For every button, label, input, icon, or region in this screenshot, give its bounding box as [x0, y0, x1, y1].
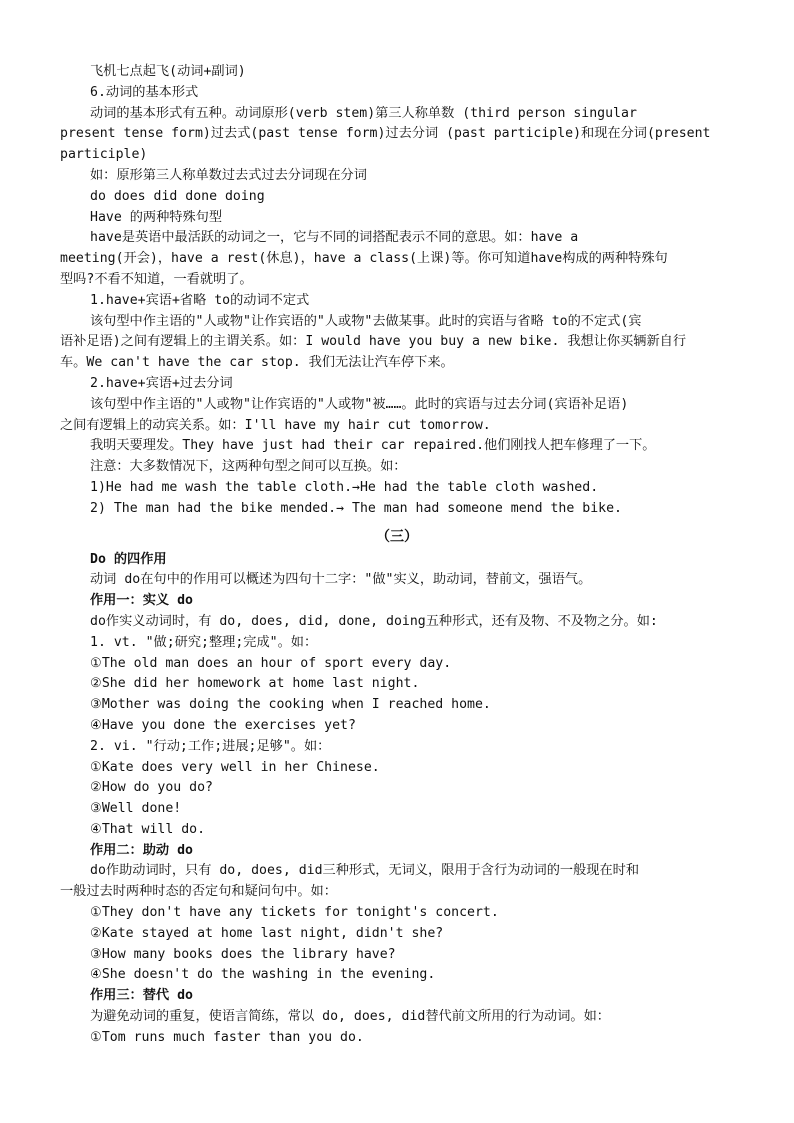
- text-line: participle): [60, 147, 148, 163]
- text-line: 2. vi. "行动;工作;进展;足够"。如：: [90, 738, 331, 754]
- text-line: 2.have+宾语+过去分词: [90, 375, 233, 391]
- document-page: [60, 62, 734, 1049]
- text-line: 6.动词的基本形式: [90, 84, 199, 100]
- text-line: do作助动词时，只有 do, does, did三种形式，无词义，限用于含行为动词的一般现在时和: [90, 863, 640, 879]
- text-line: 我明天要理发。They have just had their car repaired.他们刚找人把车修理了一下。: [90, 438, 656, 454]
- text-line: ③Well done!: [90, 801, 182, 817]
- text-line: ③Mother was doing the cooking when I reached home.: [90, 697, 491, 713]
- text-line: 飞机七点起飞(动词+副词): [90, 64, 246, 79]
- text-line: 车。We can't have the car stop. 我们无法让汽车停下来。: [60, 355, 454, 371]
- text-line: 该句型中作主语的"人或物"让作宾语的"人或物"去做某事。此时的宾语与省略 to的不定式(宾: [90, 313, 642, 329]
- text-line: 如：原形第三人称单数过去式过去分词现在分词: [90, 167, 367, 183]
- text-line: ①Kate does very well in her Chinese.: [90, 759, 380, 775]
- text-line: ④She doesn't do the washing in the evening.: [90, 967, 436, 983]
- text-line: meeting(开会)，have a rest(休息)，have a class(上课)等。你可知道have构成的两种特殊句: [60, 251, 668, 267]
- text-line: 1)He had me wash the table cloth.→He had the table cloth washed.: [90, 479, 599, 495]
- section-heading: （三）: [376, 528, 418, 545]
- subheading: 作用一：实义 do: [90, 593, 193, 609]
- text-line: 2) The man had the bike mended.→ The man had someone mend the bike.: [90, 500, 622, 516]
- text-line: 1. vt. "做;研究;整理;完成"。如：: [90, 634, 318, 650]
- text-line: ④That will do.: [90, 821, 206, 837]
- subheading: Do 的四作用: [90, 551, 167, 567]
- text-line: ①They don't have any tickets for tonight's concert.: [90, 905, 499, 921]
- text-line: Have 的两种特殊句型: [90, 209, 223, 225]
- text-line: 动词 do在句中的作用可以概述为四句十二字："做"实义，助动词，替前文，强语气。: [90, 572, 592, 588]
- subheading: 作用三：替代 do: [90, 988, 193, 1004]
- text-line: 动词的基本形式有五种。动词原形(verb stem)第三人称单数 (third person singular: [90, 105, 637, 121]
- text-line: ①Tom runs much faster than you do.: [90, 1029, 364, 1045]
- section-two-content: [60, 62, 734, 520]
- text-line: ②She did her homework at home last night.: [90, 676, 420, 692]
- subheading: 作用二：助动 do: [90, 842, 193, 858]
- text-line: ②Kate stayed at home last night, didn't she?: [90, 925, 444, 941]
- text-line: do作实义动词时，有 do, does, did, done, doing五种形式，还有及物、不及物之分。如:: [90, 613, 658, 629]
- text-line: 型吗?不看不知道，一看就明了。: [60, 271, 253, 287]
- text-line: present tense form)过去式(past tense form)过去分词 (past participle)和现在分词(present: [60, 126, 711, 142]
- text-line: 一般过去时两种时态的否定句和疑问句中。如：: [60, 884, 337, 900]
- text-line: 之间有逻辑上的动宾关系。如：I'll have my hair cut tomorrow.: [60, 417, 491, 433]
- text-line: 为避免动词的重复，使语言简练，常以 do, does, did替代前文所用的行为动词。如：: [90, 1009, 610, 1025]
- text-line: ②How do you do?: [90, 780, 213, 796]
- text-line: 注意：大多数情况下，这两种句型之间可以互换。如：: [90, 459, 407, 475]
- text-line: 该句型中作主语的"人或物"让作宾语的"人或物"被……。此时的宾语与过去分词(宾语补足语): [90, 396, 629, 412]
- text-line: ④Have you done the exercises yet?: [90, 717, 356, 733]
- text-line: ①The old man does an hour of sport every day.: [90, 655, 452, 671]
- text-line: 语补足语)之间有逻辑上的主谓关系。如：I would have you buy a new bike. 我想让你买辆新自行: [60, 334, 687, 350]
- text-line: have是英语中最活跃的动词之一，它与不同的词搭配表示不同的意思。如：have a: [90, 230, 579, 246]
- text-line: ③How many books does the library have?: [90, 946, 396, 962]
- text-line: do does did done doing: [90, 188, 265, 204]
- text-line: 1.have+宾语+省略 to的动词不定式: [90, 292, 310, 308]
- section-three-content: [60, 550, 734, 1049]
